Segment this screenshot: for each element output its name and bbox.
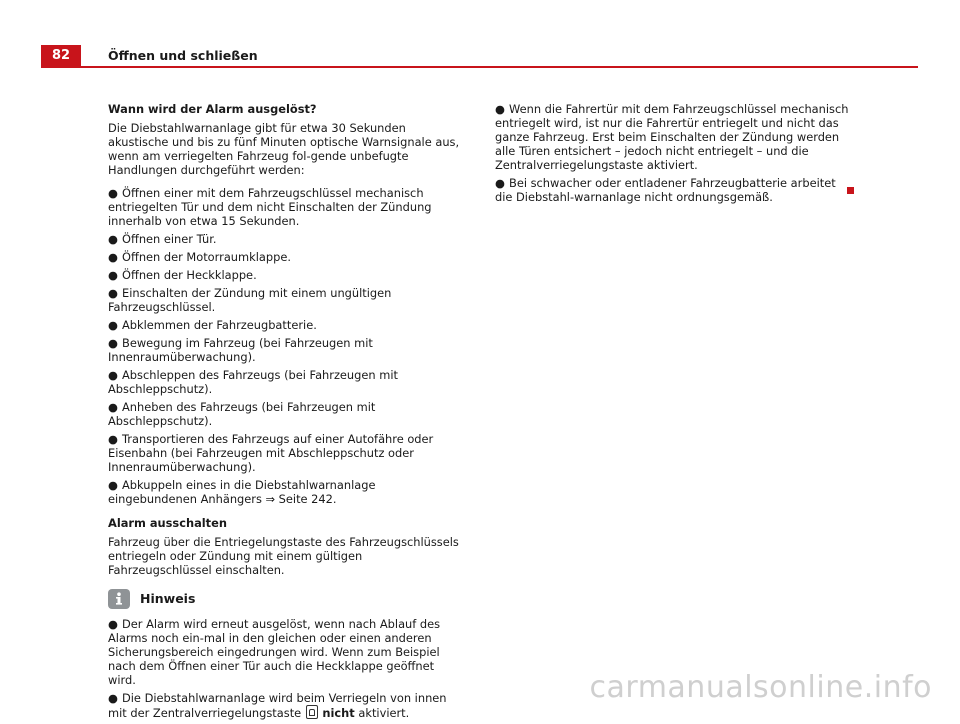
list-item: ● Bewegung im Fahrzeug (bei Fahrzeugen mit Innenraumüberwachung). (108, 336, 373, 364)
chapter-title: Öffnen und schließen (108, 48, 258, 63)
list-item: ● Wenn die Fahrertür mit dem Fahrzeugschlüssel mechanisch entriegelt wird, ist nur die Fahrertür entriegelt und nicht das ganze Fahrzeug. Erst beim Einschalten der Zündung werden alle Türen entsichert – jedoch nicht entriegelt – und die Zentralverriegelungstaste aktiviert. (495, 102, 849, 172)
bullet-icon: ● (108, 400, 118, 414)
bullet-icon: ● (108, 268, 118, 282)
list-item: ● Öffnen der Motorraumklappe. (108, 250, 291, 264)
list-item: ● Öffnen einer mit dem Fahrzeugschlüssel mechanisch entriegelten Tür und dem nicht Einschalten der Zündung innerhalb von etwa 15 Sekunden. (108, 186, 432, 228)
lock-key-icon (306, 705, 318, 719)
note-header (108, 589, 464, 609)
bullet-icon: ● (495, 176, 505, 190)
alarm-intro: Die Diebstahlwarnanlage gibt für etwa 30 Sekunden akustische und bis zu fünf Minuten optische Warnsignale aus, wenn am verriegelten Fahrzeug fol-gende unbefugte Handlungen durchgeführt werden: (108, 121, 460, 177)
bullet-icon: ● (108, 336, 118, 350)
bullet-icon: ● (108, 691, 118, 705)
bullet-icon: ● (108, 250, 118, 264)
alarm-heading: Wann wird der Alarm ausgelöst? (108, 102, 317, 116)
info-note-icon (108, 589, 130, 609)
note-item: ● Der Alarm wird erneut ausgelöst, wenn nach Ablauf des Alarms noch ein-mal in den gleichen oder einen anderen Sicherungsbereich eingedrungen wird. Wenn zum Beispiel nach dem Öffnen einer Tür auch die Heckklappe geöffnet wird. (108, 617, 441, 687)
alarm-off-heading: Alarm ausschalten (108, 516, 227, 530)
bullet-icon: ● (108, 286, 118, 300)
watermark: carmanualsonline.info (589, 670, 932, 705)
list-item: ● Öffnen der Heckklappe. (108, 268, 257, 282)
header-divider (41, 66, 918, 68)
bullet-icon: ● (108, 318, 118, 332)
bullet-icon: ● (108, 186, 118, 200)
bullet-icon: ● (108, 617, 118, 631)
list-item: ● Öffnen einer Tür. (108, 232, 217, 246)
right-column (495, 102, 851, 208)
page-number: 82 (41, 45, 81, 67)
bullet-icon: ● (495, 102, 505, 116)
list-item: ● Abschleppen des Fahrzeugs (bei Fahrzeugen mit Abschleppschutz). (108, 368, 398, 396)
note-title: Hinweis (140, 591, 196, 606)
alarm-off-text: Fahrzeug über die Entriegelungstaste des Fahrzeugschlüssels entriegeln oder Zündung mit einem gültigen Fahrzeugschlüssel einschalten. (108, 535, 459, 577)
bullet-icon: ● (108, 478, 118, 492)
list-item: ● Abklemmen der Fahrzeugbatterie. (108, 318, 317, 332)
bullet-icon: ● (108, 432, 118, 446)
list-item: ● Anheben des Fahrzeugs (bei Fahrzeugen mit Abschleppschutz). (108, 400, 376, 428)
list-item: ● Abkuppeln eines in die Diebstahlwarnanlage eingebundenen Anhängers ⇒ Seite 242. (108, 478, 376, 506)
left-column (108, 102, 464, 724)
list-item: ● Transportieren des Fahrzeugs auf einer Autofähre oder Eisenbahn (bei Fahrzeugen mit Abschleppschutz oder Innenraumüberwachung). (108, 432, 434, 474)
bullet-icon: ● (108, 232, 118, 246)
section-end-marker (847, 187, 854, 194)
bullet-icon: ● (108, 368, 118, 382)
list-item: ● Bei schwacher oder entladener Fahrzeugbatterie arbeitet die Diebstahl-warnanlage nicht ordnungsgemäß. (495, 176, 836, 204)
list-item: ● Einschalten der Zündung mit einem ungültigen Fahrzeugschlüssel. (108, 286, 392, 314)
note-item: ● Die Diebstahlwarnanlage wird beim Verriegeln von innen mit der Zentralverriegelungstaste nicht aktiviert. (108, 691, 447, 720)
